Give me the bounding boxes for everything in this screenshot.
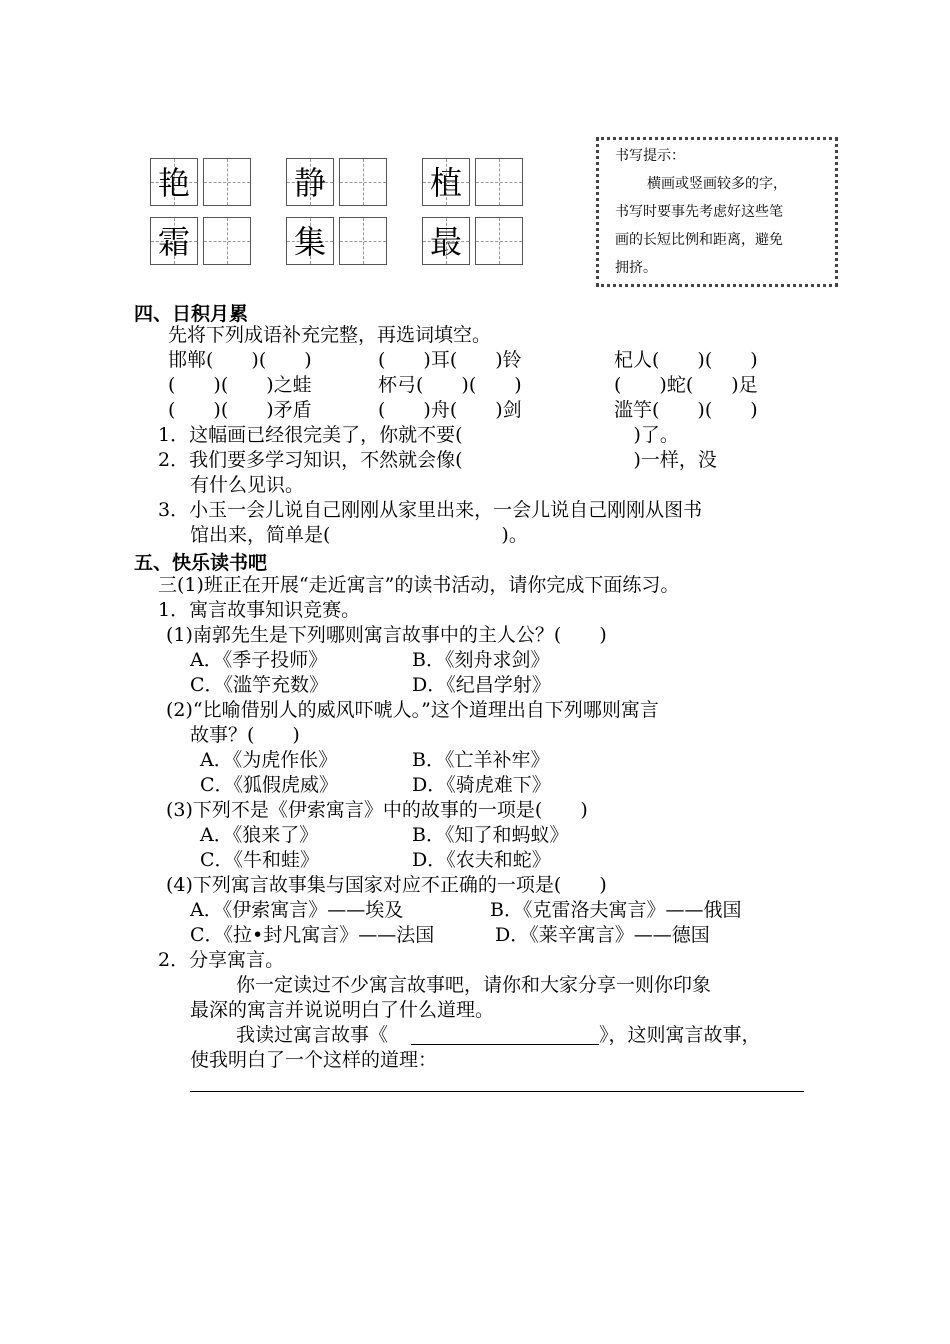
quiz-option[interactable]: A．《季子投师》 — [190, 649, 328, 671]
grid-cell-filled — [286, 217, 334, 265]
tip-line: 画的长短比例和距离，避免 — [615, 232, 783, 248]
tip-line: 书写时要事先考虑好这些笔 — [615, 204, 783, 220]
section4-q3-cont[interactable]: 馆出来，简单是( )。 — [190, 524, 528, 546]
quiz-option[interactable]: B．《刻舟求剑》 — [412, 649, 550, 671]
quiz-question[interactable]: (3)下列不是《伊索寓言》中的故事的一项是( ) — [166, 799, 588, 821]
section5-intro: 三(1)班正在开展“走近寓言”的读书活动，请你完成下面练习。 — [158, 574, 680, 596]
grid-cell-empty[interactable] — [203, 217, 251, 265]
tip-line: 拥挤。 — [615, 260, 657, 276]
section4-instruction: 先将下列成语补充完整，再选词填空。 — [168, 324, 492, 346]
grid-cell-empty[interactable] — [203, 158, 251, 206]
idiom-blank[interactable]: ( )( )矛盾 — [168, 399, 312, 421]
idiom-blank[interactable]: 滥竽( )( ) — [614, 399, 758, 421]
section5-part1: 1．寓言故事知识竞赛。 — [158, 599, 361, 621]
grid-char: 植 — [429, 164, 462, 202]
grid-char: 集 — [293, 223, 326, 261]
grid-cell-filled — [150, 217, 198, 265]
story-title-blank[interactable] — [411, 1044, 599, 1045]
quiz-option[interactable]: D．《纪昌学射》 — [412, 674, 551, 696]
grid-char: 霜 — [157, 223, 190, 261]
grid-char: 最 — [429, 223, 462, 261]
quiz-option[interactable]: C．《拉•封凡寓言》——法国 — [190, 924, 435, 946]
grid-cell-filled — [286, 158, 334, 206]
grid-cell-filled — [422, 158, 470, 206]
grid-cell-empty[interactable] — [339, 217, 387, 265]
tip-title: 书写提示： — [615, 148, 685, 164]
idiom-blank[interactable]: 邯郸( )( ) — [168, 349, 312, 371]
quiz-option[interactable]: B．《知了和蚂蚁》 — [412, 824, 569, 846]
idiom-blank[interactable]: ( )舟( )剑 — [378, 399, 522, 421]
grid-char: 艳 — [157, 164, 190, 202]
grid-cell-filled — [150, 158, 198, 206]
grid-cell-empty[interactable] — [475, 158, 523, 206]
grid-cell-empty[interactable] — [339, 158, 387, 206]
quiz-option[interactable]: D．《骑虎难下》 — [412, 774, 551, 796]
section4-q3: 3．小玉一会儿说自己刚刚从家里出来，一会儿说自己刚刚从图书 — [158, 499, 703, 521]
grid-cell-filled — [422, 217, 470, 265]
read-prompt-start: 我读过寓言故事《 — [236, 1024, 389, 1046]
quiz-question: (2)“比喻借别人的威风吓唬人。”这个道理出自下列哪则寓言 — [166, 699, 659, 721]
section4-q2-cont: 有什么见识。 — [190, 474, 305, 496]
quiz-option[interactable]: A．《伊索寓言》——埃及 — [190, 899, 404, 921]
idiom-blank[interactable]: ( )蛇( )足 — [614, 374, 758, 396]
quiz-option[interactable]: D．《莱辛寓言》——德国 — [495, 924, 710, 946]
share-text-cont: 最深的寓言并说说明白了什么道理。 — [190, 999, 495, 1021]
tip-line: 横画或竖画较多的字， — [647, 176, 787, 192]
quiz-option[interactable]: A．《为虎作伥》 — [200, 749, 338, 771]
quiz-option[interactable]: D．《农夫和蛇》 — [412, 849, 551, 871]
section5-part2: 2．分享寓言。 — [158, 949, 285, 971]
quiz-option[interactable]: C．《牛和蛙》 — [200, 849, 320, 871]
idiom-blank[interactable]: ( )耳( )铃 — [378, 349, 522, 371]
section4-q1[interactable]: 1．这幅画已经很完美了，你就不要( )了。 — [158, 424, 679, 446]
quiz-option[interactable]: B．《亡羊补牢》 — [412, 749, 550, 771]
idiom-blank[interactable]: ( )( )之蛙 — [168, 374, 312, 396]
read-prompt-end: 》，这则寓言故事， — [599, 1024, 761, 1046]
quiz-option[interactable]: C．《狐假虎威》 — [200, 774, 339, 796]
moral-answer-line[interactable] — [190, 1091, 804, 1092]
idiom-blank[interactable]: 杞人( )( ) — [614, 349, 758, 371]
section4-q2[interactable]: 2．我们要多学习知识，不然就会像( )一样，没 — [158, 449, 717, 471]
writing-tip-box — [596, 137, 838, 287]
quiz-option[interactable]: A．《狼来了》 — [200, 824, 319, 846]
section4-heading: 四、日积月累 — [134, 303, 249, 325]
grid-char: 静 — [293, 164, 326, 202]
quiz-question[interactable]: (1)南郭先生是下列哪则寓言故事中的主人公？( ) — [166, 624, 607, 646]
idiom-blank[interactable]: 杯弓( )( ) — [378, 374, 522, 396]
quiz-option[interactable]: C．《滥竽充数》 — [190, 674, 329, 696]
grid-cell-empty[interactable] — [475, 217, 523, 265]
quiz-question[interactable]: (4)下列寓言故事集与国家对应不正确的一项是( ) — [166, 874, 607, 896]
quiz-question-cont[interactable]: 故事？( ) — [190, 724, 300, 746]
share-text: 你一定读过不少寓言故事吧，请你和大家分享一则你印象 — [236, 974, 712, 996]
section5-heading: 五、快乐读书吧 — [134, 552, 268, 574]
moral-prompt: 使我明白了一个这样的道理： — [190, 1049, 438, 1071]
quiz-option[interactable]: B．《克雷洛夫寓言》——俄国 — [490, 899, 742, 921]
